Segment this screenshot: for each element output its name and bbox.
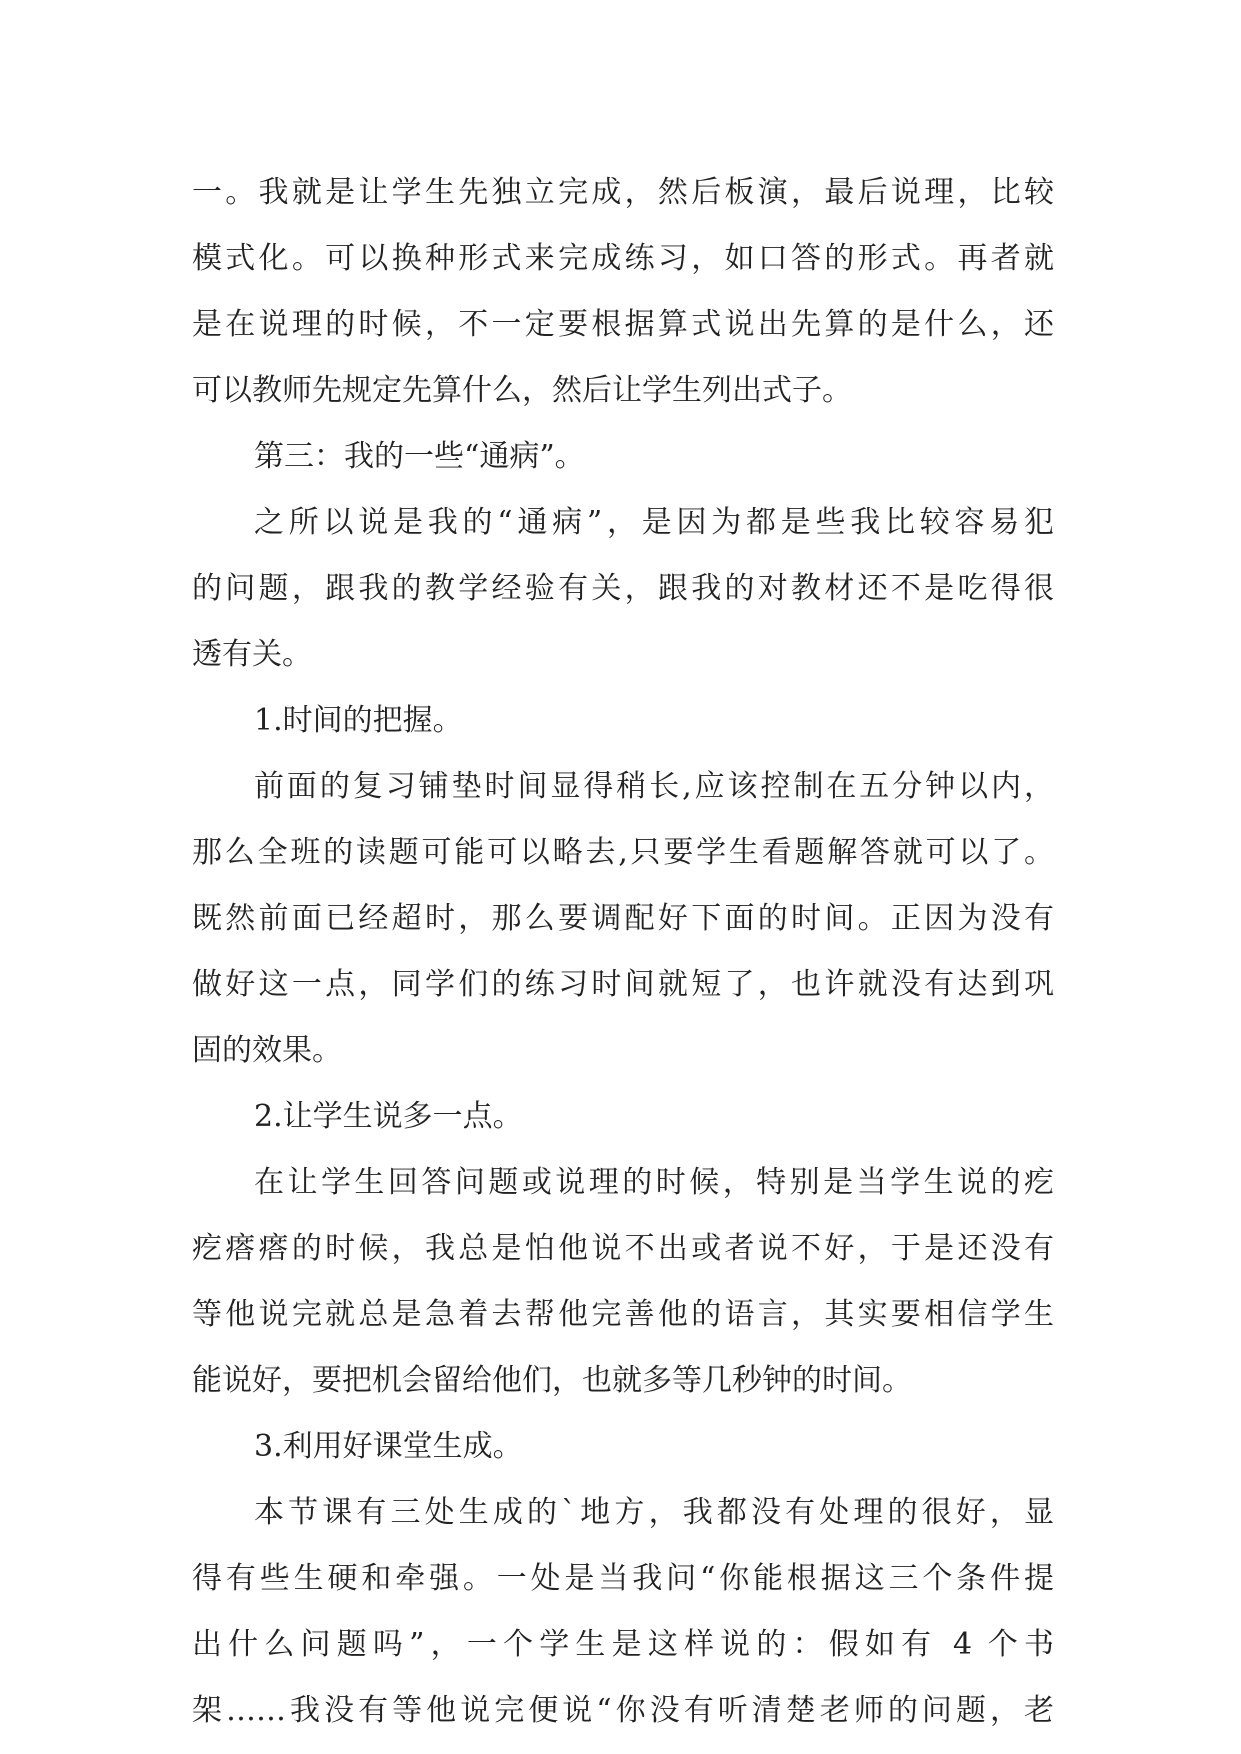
text-line: 既然前面已经超时，那么要调配好下面的时间。正因为没有 — [192, 901, 1054, 936]
text-line: 能说好，要把机会留给他们，也就多等几秒钟的时间。 — [192, 1363, 912, 1398]
text-line: 等他说完就总是急着去帮他完善他的语言，其实要相信学生 — [192, 1297, 1054, 1332]
text-line: 疙瘩瘩的时候，我总是怕他说不出或者说不好，于是还没有 — [192, 1231, 1054, 1266]
text-line: 本节课有三处生成的`地方，我都没有处理的很好，显 — [254, 1495, 1054, 1530]
text-line: 那么全班的读题可能可以略去,只要学生看题解答就可以了。 — [192, 835, 1054, 870]
text-line: 在让学生回答问题或说理的时候，特别是当学生说的疙 — [254, 1165, 1054, 1200]
section-heading: 第三：我的一些“通病”。 — [254, 439, 585, 474]
text-line: 的问题，跟我的教学经验有关，跟我的对教材还不是吃得很 — [192, 571, 1054, 606]
text-line: 可以教师先规定先算什么，然后让学生列出式子。 — [192, 373, 852, 408]
text-line: 得有些生硬和牵强。一处是当我问“你能根据这三个条件提 — [192, 1561, 1054, 1596]
subsection-heading: 1.时间的把握。 — [254, 703, 463, 738]
text-line: 固的效果。 — [192, 1033, 342, 1068]
text-line: 模式化。可以换种形式来完成练习，如口答的形式。再者就 — [192, 241, 1054, 276]
text-line: 透有关。 — [192, 637, 312, 672]
text-line: 做好这一点，同学们的练习时间就短了，也许就没有达到巩 — [192, 967, 1054, 1002]
subsection-heading: 3.利用好课堂生成。 — [254, 1429, 523, 1464]
text-line: 一。我就是让学生先独立完成，然后板演，最后说理，比较 — [192, 175, 1054, 210]
text-line: 出什么问题吗”，一个学生是这样说的：假如有 4 个书 — [192, 1627, 1054, 1662]
document-body — [192, 160, 1054, 1744]
text-line: 架……我没有等他说完便说“你没有听清楚老师的问题，老 — [192, 1693, 1054, 1728]
text-line: 前面的复习铺垫时间显得稍长,应该控制在五分钟以内， — [254, 769, 1054, 804]
subsection-heading: 2.让学生说多一点。 — [254, 1099, 523, 1134]
text-line: 是在说理的时候，不一定要根据算式说出先算的是什么，还 — [192, 307, 1054, 342]
text-line: 之所以说是我的“通病”，是因为都是些我比较容易犯 — [254, 505, 1054, 540]
